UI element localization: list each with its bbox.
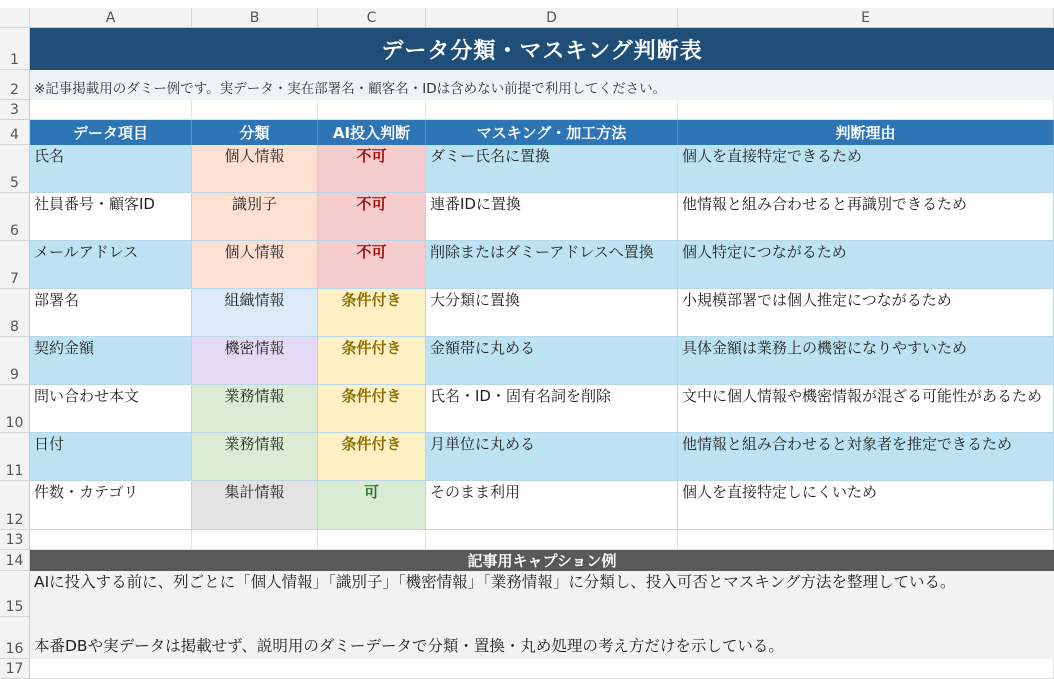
row-header-label: 2 <box>10 82 19 98</box>
table-row-item-cell[interactable]: 氏名 <box>30 145 192 193</box>
column-header-b[interactable] <box>192 8 318 28</box>
table-row-category-cell[interactable]: 機密情報 <box>192 337 318 385</box>
table-header-reason[interactable] <box>678 120 1054 145</box>
row-header-label: 8 <box>10 319 19 335</box>
table-row-item-cell[interactable]: 社員番号・顧客ID <box>30 193 192 241</box>
empty-cell[interactable] <box>30 659 1054 679</box>
table-header-judgement[interactable] <box>318 120 426 145</box>
table-header-category[interactable] <box>192 120 318 145</box>
table-row-category-cell[interactable]: 業務情報 <box>192 433 318 481</box>
row-header-12[interactable] <box>0 481 30 530</box>
row-header-3[interactable] <box>0 100 30 120</box>
table-row-judgement-cell[interactable]: 条件付き <box>318 433 426 481</box>
table-row-category-cell[interactable]: 個人情報 <box>192 241 318 289</box>
row-header-label: 17 <box>5 661 24 677</box>
row-header-16[interactable] <box>0 617 30 659</box>
empty-cell[interactable] <box>318 100 426 120</box>
row-header-label: 9 <box>10 367 19 383</box>
table-row-reason-cell[interactable]: 文中に個人情報や機密情報が混ざる可能性があるため <box>678 385 1054 433</box>
row-header-8[interactable] <box>0 289 30 337</box>
row-header-label: 3 <box>10 102 19 118</box>
row-header-label: 11 <box>5 463 24 479</box>
select-all-corner[interactable] <box>0 8 30 28</box>
table-row-reason-cell[interactable]: 他情報と組み合わせると再識別できるため <box>678 193 1054 241</box>
row-header-2[interactable] <box>0 70 30 100</box>
row-header-label: 10 <box>5 415 24 431</box>
row-header-label: 14 <box>5 553 24 569</box>
row-header-label: 7 <box>10 271 19 287</box>
table-row-judgement-cell[interactable]: 条件付き <box>318 337 426 385</box>
table-row-method-cell[interactable]: 氏名・ID・固有名詞を削除 <box>426 385 678 433</box>
table-row-judgement-cell[interactable]: 不可 <box>318 145 426 193</box>
table-row-category-cell[interactable]: 集計情報 <box>192 481 318 530</box>
sheet-title-text: データ分類・マスキング判断表 <box>381 38 703 64</box>
table-header-label: マスキング・加工方法 <box>476 124 627 142</box>
row-header-7[interactable] <box>0 241 30 289</box>
disclaimer-note[interactable] <box>30 70 1054 100</box>
table-row-judgement-cell[interactable]: 不可 <box>318 241 426 289</box>
table-row-reason-cell[interactable]: 他情報と組み合わせると対象者を推定できるため <box>678 433 1054 481</box>
column-header-label: C <box>366 9 377 26</box>
caption-line-2[interactable]: 本番DBや実データは掲載せず、説明用のダミーデータで分類・置換・丸め処理の考え方だけを示している。 <box>30 617 1054 659</box>
column-header-label: E <box>861 9 870 26</box>
table-row-judgement-cell[interactable]: 条件付き <box>318 289 426 337</box>
table-row-item-cell[interactable]: 件数・カテゴリ <box>30 481 192 530</box>
empty-cell[interactable] <box>30 100 192 120</box>
row-header-label: 6 <box>10 223 19 239</box>
table-row-category-cell[interactable]: 識別子 <box>192 193 318 241</box>
table-header-label: AI投入判断 <box>332 124 411 142</box>
row-header-9[interactable] <box>0 337 30 385</box>
table-row-method-cell[interactable]: 月単位に丸める <box>426 433 678 481</box>
column-header-e[interactable] <box>678 8 1054 28</box>
table-row-method-cell[interactable]: 連番IDに置換 <box>426 193 678 241</box>
table-row-method-cell[interactable]: ダミー氏名に置換 <box>426 145 678 193</box>
row-header-4[interactable] <box>0 120 30 145</box>
caption-header[interactable] <box>30 550 1054 571</box>
column-header-d[interactable] <box>426 8 678 28</box>
table-row-item-cell[interactable]: 契約金額 <box>30 337 192 385</box>
row-header-6[interactable] <box>0 193 30 241</box>
table-row-category-cell[interactable]: 業務情報 <box>192 385 318 433</box>
row-header-15[interactable] <box>0 571 30 617</box>
sheet-title[interactable] <box>30 28 1054 70</box>
column-header-a[interactable] <box>30 8 192 28</box>
table-header-method[interactable] <box>426 120 678 145</box>
row-header-14[interactable] <box>0 550 30 571</box>
table-row-item-cell[interactable]: 日付 <box>30 433 192 481</box>
empty-cell[interactable] <box>678 100 1054 120</box>
empty-cell[interactable] <box>318 530 426 550</box>
column-header-label: B <box>249 9 260 26</box>
table-row-item-cell[interactable]: 問い合わせ本文 <box>30 385 192 433</box>
disclaimer-note-text: ※記事掲載用のダミー例です。実データ・実在部署名・顧客名・IDは含めない前提で利用してください。 <box>34 81 667 97</box>
ribbon-edge <box>0 0 1054 8</box>
table-header-item[interactable] <box>30 120 192 145</box>
empty-cell[interactable] <box>426 530 678 550</box>
table-row-item-cell[interactable]: メールアドレス <box>30 241 192 289</box>
column-header-c[interactable] <box>318 8 426 28</box>
row-header-17[interactable] <box>0 659 30 679</box>
table-row-reason-cell[interactable]: 個人を直接特定できるため <box>678 145 1054 193</box>
table-row-category-cell[interactable]: 個人情報 <box>192 145 318 193</box>
row-header-1[interactable] <box>0 28 30 70</box>
row-header-10[interactable] <box>0 385 30 433</box>
table-row-judgement-cell[interactable]: 条件付き <box>318 385 426 433</box>
empty-cell[interactable] <box>192 100 318 120</box>
table-row-item-cell[interactable]: 部署名 <box>30 289 192 337</box>
table-row-method-cell[interactable]: 金額帯に丸める <box>426 337 678 385</box>
table-row-category-cell[interactable]: 組織情報 <box>192 289 318 337</box>
table-row-reason-cell[interactable]: 個人特定につながるため <box>678 241 1054 289</box>
row-header-5[interactable] <box>0 145 30 193</box>
table-header-label: 判断理由 <box>835 124 896 142</box>
table-row-judgement-cell[interactable]: 可 <box>318 481 426 530</box>
table-row-method-cell[interactable]: 削除またはダミーアドレスへ置換 <box>426 241 678 289</box>
table-header-label: データ項目 <box>72 124 148 142</box>
table-header-label: 分類 <box>239 124 270 142</box>
row-header-label: 1 <box>10 52 19 68</box>
empty-cell[interactable] <box>426 100 678 120</box>
row-header-label: 13 <box>5 532 24 548</box>
row-header-13[interactable] <box>0 530 30 550</box>
row-header-11[interactable] <box>0 433 30 481</box>
empty-cell[interactable] <box>678 530 1054 550</box>
row-header-label: 15 <box>5 599 24 615</box>
column-header-label: D <box>546 9 557 26</box>
table-row-judgement-cell[interactable]: 不可 <box>318 193 426 241</box>
caption-line-1[interactable]: AIに投入する前に、列ごとに「個人情報」「識別子」「機密情報」「業務情報」に分類し、投入可否とマスキング方法を整理している。 <box>30 571 1054 617</box>
row-header-label: 4 <box>10 127 19 143</box>
table-row-reason-cell[interactable]: 具体金額は業務上の機密になりやすいため <box>678 337 1054 385</box>
table-row-reason-cell[interactable]: 個人を直接特定しにくいため <box>678 481 1054 530</box>
empty-cell[interactable] <box>192 530 318 550</box>
caption-header-text: 記事用キャプション例 <box>467 552 617 570</box>
row-header-label: 5 <box>10 175 19 191</box>
row-header-label: 16 <box>5 641 24 657</box>
column-header-label: A <box>105 9 116 26</box>
table-row-method-cell[interactable]: 大分類に置換 <box>426 289 678 337</box>
table-row-method-cell[interactable]: そのまま利用 <box>426 481 678 530</box>
empty-cell[interactable] <box>30 530 192 550</box>
table-row-reason-cell[interactable]: 小規模部署では個人推定につながるため <box>678 289 1054 337</box>
row-header-label: 12 <box>5 512 24 528</box>
